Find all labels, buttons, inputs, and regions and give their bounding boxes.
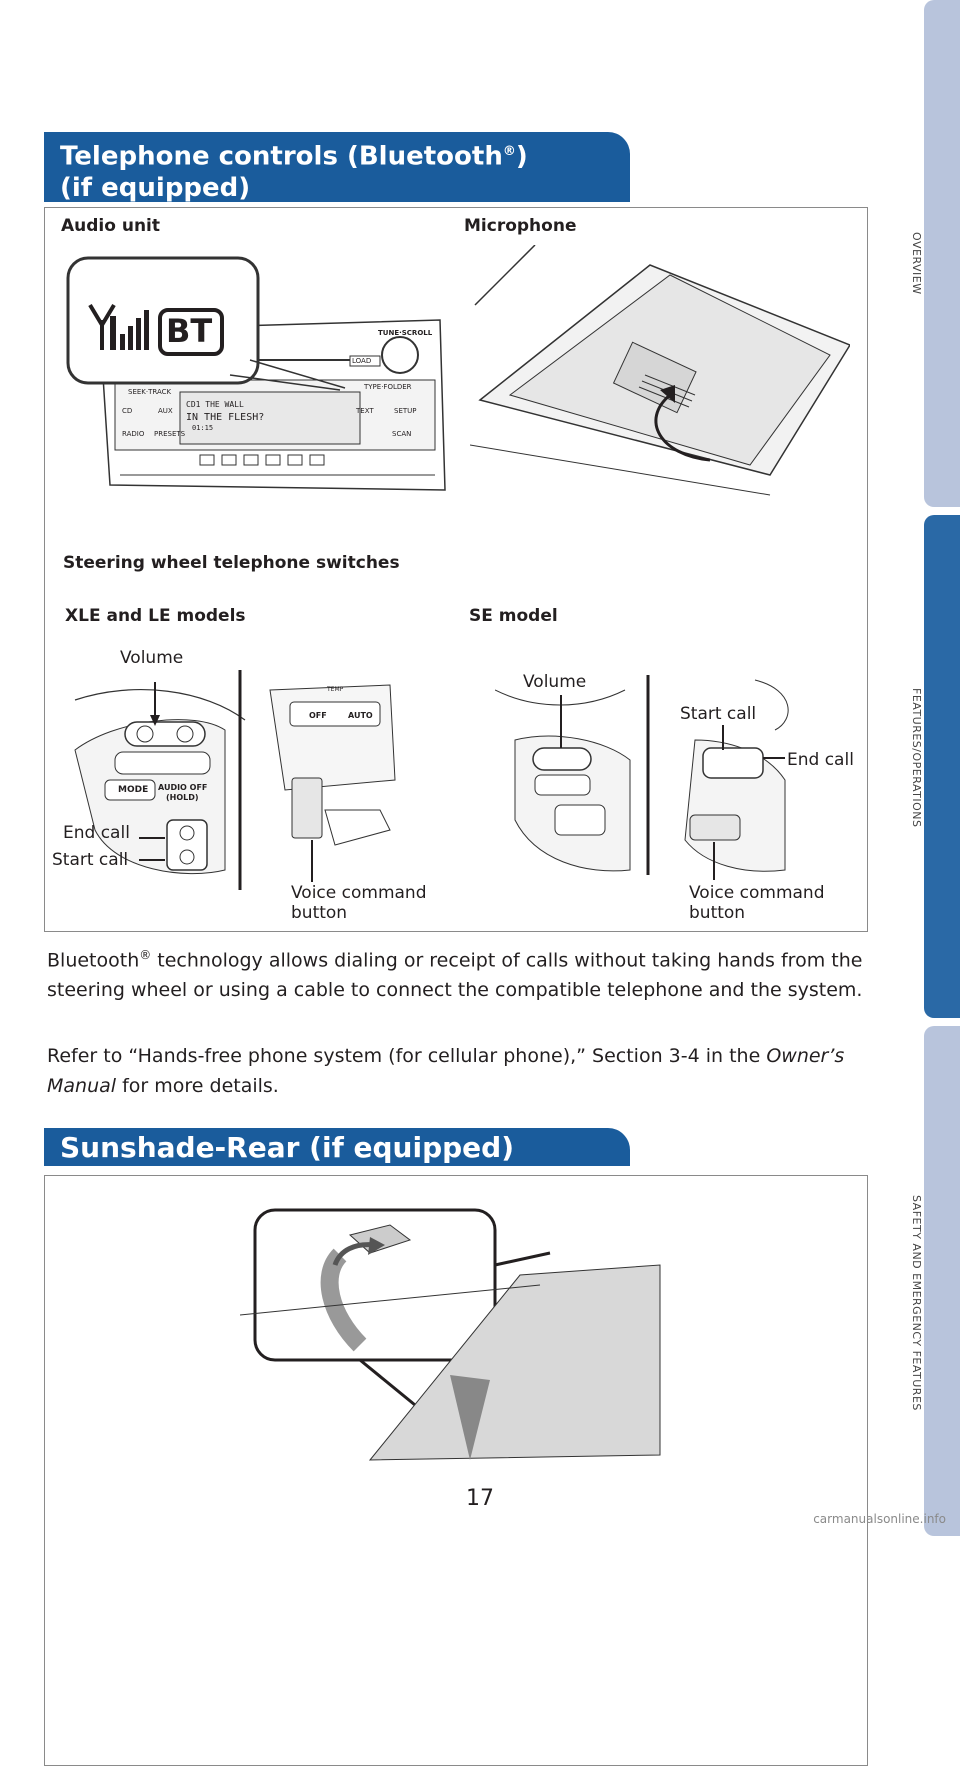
radio-load-label: LOAD <box>352 357 372 365</box>
paragraph-refer <box>47 1041 867 1101</box>
radio-aux-label: AUX <box>158 407 173 415</box>
paragraph-refer-post: for more details. <box>116 1075 279 1097</box>
callout-voice-right-line2: button <box>689 903 746 923</box>
side-tab-safety[interactable] <box>924 1026 960 1536</box>
watermark: carmanualsonline.info <box>813 1512 946 1526</box>
label-audio-unit: Audio unit <box>61 216 161 236</box>
se-steering-illustration <box>495 670 805 880</box>
radio-text-label: TEXT <box>356 407 374 415</box>
radio-radio-label: RADIO <box>122 430 145 438</box>
radio-cd-label: CD <box>122 407 133 415</box>
callout-start-call-right: Start call <box>680 704 757 724</box>
side-label-overview: OVERVIEW <box>910 232 923 295</box>
callout-volume-left: Volume <box>120 648 184 668</box>
radio-tune-label: TUNE·SCROLL <box>378 329 433 337</box>
section-header-telephone <box>44 132 630 202</box>
radio-display-line3: 01:15 <box>192 424 214 432</box>
paragraph-bluetooth-pre: Bluetooth <box>47 949 140 972</box>
header-line1-end: ) <box>515 141 528 172</box>
callout-voice-left <box>291 883 427 923</box>
registered-mark: ® <box>502 144 516 159</box>
switch-auto-label: AUTO <box>348 711 373 720</box>
switch-off-label: OFF <box>309 711 327 720</box>
switch-temp-label: TEMP <box>327 686 344 693</box>
header-line2: (if equipped) <box>60 172 251 203</box>
paragraph-bluetooth <box>47 940 867 1005</box>
callout-start-call-left: Start call <box>52 850 129 870</box>
radio-presets-label: PRESETS <box>154 430 186 438</box>
radio-scan-label: SCAN <box>392 430 412 438</box>
callout-voice-left-line1: Voice command <box>291 883 427 903</box>
paragraph-refer-pre: Refer to “Hands-free phone system (for cellular phone),” Section 3-4 in the <box>47 1045 767 1067</box>
callout-voice-left-line2: button <box>291 903 348 923</box>
microphone-illustration <box>470 245 850 500</box>
switch-audio-off-label: AUDIO OFF <box>158 783 208 792</box>
paragraph-bluetooth-post: technology allows dialing or receipt of calls without taking hands from the steering wheel or using a cable to connect the compatible telephone and the system. <box>47 949 863 1002</box>
callout-end-call-right: End call <box>787 750 854 770</box>
section-header-sunshade: Sunshade-Rear (if equipped) <box>44 1128 630 1166</box>
callout-voice-right <box>689 883 825 923</box>
audio-unit-illustration <box>60 250 460 500</box>
radio-display-line1: CD1 THE WALL <box>186 400 244 409</box>
switch-mode-label: MODE <box>118 785 149 795</box>
bt-badge: BT <box>166 312 213 350</box>
label-se: SE model <box>469 606 558 626</box>
radio-display-line2: IN THE FLESH? <box>186 412 265 423</box>
radio-seek-label: SEEK·TRACK <box>128 388 172 396</box>
label-microphone: Microphone <box>464 216 577 236</box>
side-label-features: FEATURES/OPERATIONS <box>910 688 923 828</box>
radio-type-label: TYPE·FOLDER <box>364 383 412 391</box>
paragraph-reg-mark: ® <box>139 948 152 962</box>
radio-setup-label: SETUP <box>394 407 417 415</box>
callout-volume-right: Volume <box>523 672 587 692</box>
side-tab-overview[interactable] <box>924 0 960 507</box>
switch-hold-label: (HOLD) <box>166 793 199 802</box>
callout-voice-right-line1: Voice command <box>689 883 825 903</box>
page-number: 17 <box>466 1486 494 1511</box>
side-label-safety: SAFETY AND EMERGENCY FEATURES <box>910 1195 923 1411</box>
label-xle-le: XLE and LE models <box>65 606 246 626</box>
owners-manual-text: Owner’s Manual <box>47 1045 845 1097</box>
side-tab-features[interactable] <box>924 515 960 1018</box>
header-line1: Telephone controls (Bluetooth <box>60 141 503 172</box>
label-steering-switches: Steering wheel telephone switches <box>63 553 400 573</box>
sunshade-illustration <box>240 1205 760 1465</box>
callout-end-call-left: End call <box>63 823 130 843</box>
